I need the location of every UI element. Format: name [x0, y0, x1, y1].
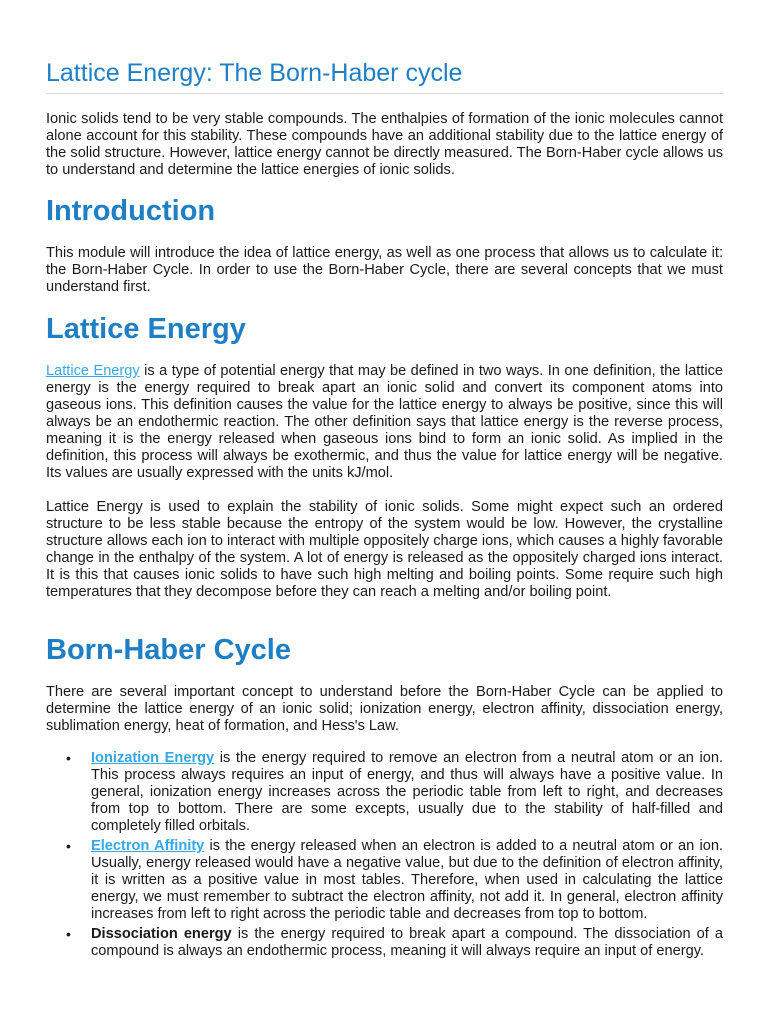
title-divider [46, 93, 723, 94]
heading-introduction: Introduction [46, 195, 216, 227]
lattice-energy-paragraph-2: Lattice Energy is used to explain the stability of ionic solids. Some might expect such an ordered structure to be less stable because the entropy of the system would be low. However, the crystalline structure allows each ion to interact with multiple oppositely charge ions, which causes a highly favorable change in the enthalpy of the system. A lot of energy is released as the oppositely charged ions interact. It is this that causes ionic solids to have such high melting and boiling points. Some require such high temperatures that they decompose before they can reach a melting and/or boiling point. [46, 499, 723, 600]
bullet-icon: • [66, 926, 71, 942]
electron-affinity-text: is the energy released when an electron is added to a neutral atom or an ion. Usually, energy released would have a negative value, but due to the definition of electron affinity, it is written as a positive value in most tables. Therefore, when used in calculating the lattice energy, we must remember to subtract the electron affinity, not add it. In general, electron affinity increases from left to right across the periodic table and decreases from top to bottom. [91, 838, 723, 922]
born-haber-paragraph: There are several important concept to understand before the Born-Haber Cycle can be applied to determine the lattice energy of an ionic solid; ionization energy, electron affinity, dissociation energy, sublimation energy, heat of formation, and Hess's Law. [46, 684, 723, 734]
list-item-electron-affinity [46, 838, 723, 923]
intro-paragraph: Ionic solids tend to be very stable compounds. The enthalpies of formation of the ionic molecules cannot alone account for this stability. These compounds have an additional stability due to the lattice energy of the solid structure. However, lattice energy cannot be directly measured. The Born-Haber cycle allows us to understand and determine the lattice energies of ionic solids. [46, 111, 723, 178]
bullet-icon: • [66, 750, 71, 766]
document-title: Lattice Energy: The Born-Haber cycle [46, 59, 463, 87]
dissociation-energy-term: Dissociation energy [91, 926, 232, 942]
ionization-energy-link[interactable]: Ionization Energy [91, 750, 215, 766]
heading-lattice-energy: Lattice Energy [46, 313, 246, 345]
list-item-ionization-energy [46, 750, 723, 835]
concept-list [46, 750, 723, 963]
list-item-dissociation-energy [46, 926, 723, 960]
heading-born-haber-cycle: Born-Haber Cycle [46, 634, 291, 666]
electron-affinity-link[interactable]: Electron Affinity [91, 838, 205, 854]
bullet-icon: • [66, 838, 71, 854]
lattice-energy-paragraph-1-text: is a type of potential energy that may be defined in two ways. In one definition, the lattice energy is the energy required to break apart an ionic solid and convert its component atoms into gaseous ions. This definition causes the value for the lattice energy to always be positive, since this will always be an endothermic reaction. The other definition says that lattice energy is the reverse process, meaning it is the energy released when gaseous ions bind to form an ionic solid. As implied in the definition, this process will always be exothermic, and thus the value for lattice energy will be negative. Its values are usually expressed with the units kJ/mol. [46, 363, 723, 481]
introduction-paragraph: This module will introduce the idea of lattice energy, as well as one process that allows us to calculate it: the Born-Haber Cycle. In order to use the Born-Haber Cycle, there are several concepts that we must understand first. [46, 245, 723, 295]
lattice-energy-link[interactable]: Lattice Energy [46, 363, 140, 379]
dissociation-energy-text: is the energy required to break apart a compound. The dissociation of a compound is always an endothermic process, meaning it will always require an input of energy. [91, 926, 724, 959]
ionization-energy-text: is the energy required to remove an electron from a neutral atom or an ion. This process always requires an input of energy, and thus will always have a positive value. In general, ionization energy increases across the periodic table from left to right, and decreases from top to bottom. There are some excepts, usually due to the stability of half-filled and completely filled orbitals. [91, 750, 724, 834]
lattice-energy-paragraph-1 [46, 363, 723, 482]
